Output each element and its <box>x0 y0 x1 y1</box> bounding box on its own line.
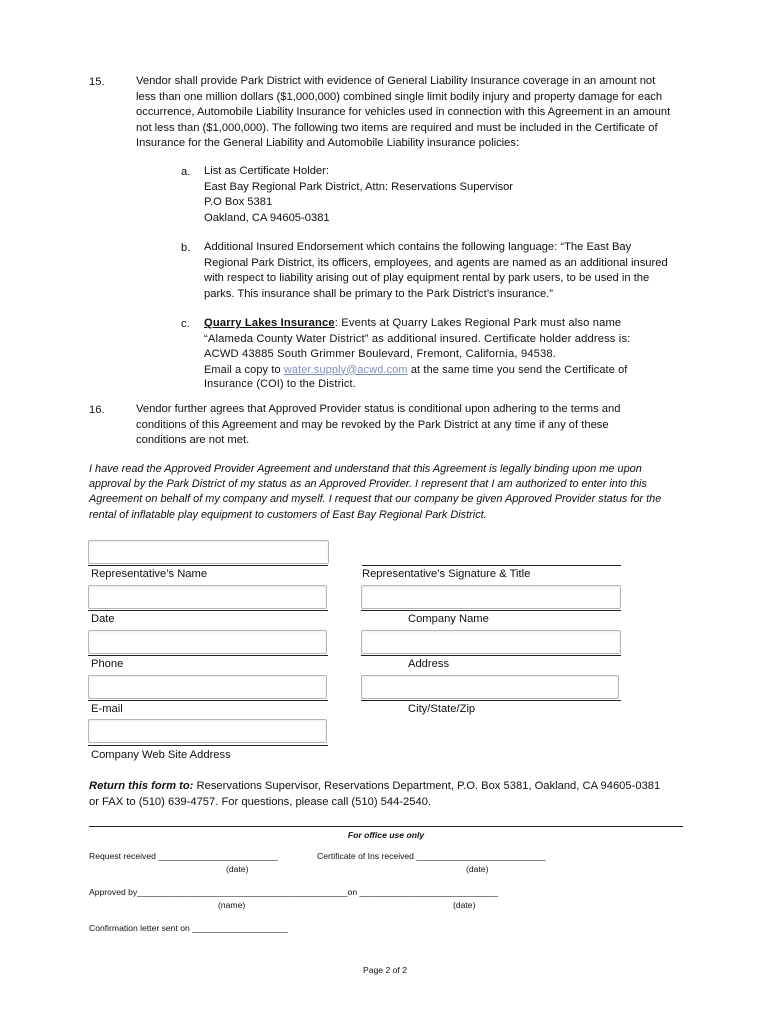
certificate-holder-line2: P.O Box 5381 <box>204 196 273 208</box>
city-state-zip-label: City/State/Zip <box>408 703 476 715</box>
approved-date-hint: (date) <box>453 900 476 910</box>
item-15a-letter: a. <box>181 166 191 178</box>
item-15b-text: Additional Insured Endorsement which contains the following language: “The East Bay Regional Park District, its officers, employees, and agents are named as an additional insured with respect to liability arising out of play equipment rental by park users, to be used in the parks. This insurance shall be primary to the Park District’s insurance.” <box>204 241 668 300</box>
certificate-holder-line1: East Bay Regional Park District, Attn: Reservations Supervisor <box>204 180 514 193</box>
phone-rule <box>88 655 328 656</box>
date-label: Date <box>91 613 115 625</box>
approval-statement: I have read the Approved Provider Agreement and understand that this Agreement is legally binding upon me upon approval by the Park District of my status as an Approved Provider. I represent that I am authorized to enter into this Agreement on behalf of my company and myself. I request that our company be given Approved Provider status for the rental of inflatable play equipment to customers of East Bay Regional Park District. <box>89 463 662 521</box>
company-name-field[interactable] <box>361 585 621 609</box>
address-rule <box>361 655 621 656</box>
office-use-title: For office use only <box>347 830 425 840</box>
certificate-received-line: Certificate of Ins received ___________________________ <box>317 851 546 861</box>
approved-by-line: Approved by____________________________________________on _____________________________ <box>89 887 499 897</box>
phone-field[interactable] <box>88 630 327 654</box>
email-rule <box>88 700 328 701</box>
city-state-zip-rule <box>361 700 621 701</box>
page-number: Page 2 of 2 <box>363 965 407 975</box>
item-15b-letter: b. <box>181 242 191 254</box>
certificate-holder-line3: Oakland, CA 94605-0381 <box>204 211 330 224</box>
item-15-number: 15. <box>89 76 105 88</box>
office-divider <box>89 826 683 827</box>
address-field[interactable] <box>361 630 621 654</box>
email-label: E-mail <box>91 703 123 715</box>
phone-label: Phone <box>91 658 124 670</box>
quarry-lakes-text: : Events at Quarry Lakes Regional Park must also name “Alameda County Water District” as additional insured. Certificate holder address is: ACWD 43885 South Grimmer Boulevard, Fremont, California, 94538. <box>204 317 631 360</box>
website-rule <box>88 745 328 746</box>
item-15-text: Vendor shall provide Park District with evidence of General Liability Insurance coverage in an amount not less than one million dollars ($1,000,000) combined single limit bodily injury and property damage for each occurrence, Automobile Liability Insurance for vehicles used in connection with this Agreement in an amount not less than ($1,000,000). The following two items are required and must be included in the Certificate of Insurance for the General Liability and Automobile Liability insurance policies: <box>136 75 671 149</box>
acwd-email-link[interactable]: water.supply@acwd.com <box>283 363 408 376</box>
signature-title-label: Representative’s Signature & Title <box>362 568 531 580</box>
email-suffix: at the same time you send the Certificate of Insurance (COI) to the District. <box>204 363 628 390</box>
return-instructions <box>89 778 671 810</box>
email-copy-line <box>204 363 640 392</box>
signature-rule <box>362 565 621 566</box>
representative-name-field[interactable] <box>88 540 329 564</box>
return-text: Reservations Supervisor, Reservations Department, P.O. Box 5381, Oakland, CA 94605-0381 or FAX to (510) 639-4757. For questions, please call (510) 544-2540. <box>89 780 661 808</box>
email-field[interactable] <box>88 675 327 699</box>
email-prefix: Email a copy to <box>204 363 284 376</box>
website-label: Company Web Site Address <box>91 749 231 761</box>
quarry-lakes-title: Quarry Lakes Insurance <box>204 317 335 329</box>
item-16-text: Vendor further agrees that Approved Provider status is conditional upon adhering to the terms and conditions of this Agreement and may be revoked by the Park District at any time if any of these conditions are not met. <box>136 403 621 446</box>
request-received-line: Request received _________________________ <box>89 851 278 861</box>
approved-name-hint: (name) <box>218 900 246 910</box>
company-name-label: Company Name <box>408 613 489 625</box>
city-state-zip-field[interactable] <box>361 675 619 699</box>
request-date-hint: (date) <box>226 864 249 874</box>
company-name-rule <box>361 610 621 611</box>
address-label: Address <box>408 658 450 670</box>
confirmation-line: Confirmation letter sent on ____________________ <box>89 923 288 933</box>
certificate-date-hint: (date) <box>466 864 489 874</box>
representative-name-rule <box>88 565 328 566</box>
website-field[interactable] <box>88 719 327 743</box>
item-15c-letter: c. <box>181 318 190 330</box>
representative-name-label: Representative’s Name <box>91 568 208 580</box>
return-label: Return this form to: <box>89 780 194 792</box>
item-15c-block <box>204 316 640 392</box>
certificate-holder-title: List as Certificate Holder: <box>204 165 329 177</box>
date-rule <box>88 610 328 611</box>
item-16-number: 16. <box>89 404 105 416</box>
date-field[interactable] <box>88 585 327 609</box>
item-15a-block <box>204 164 664 226</box>
